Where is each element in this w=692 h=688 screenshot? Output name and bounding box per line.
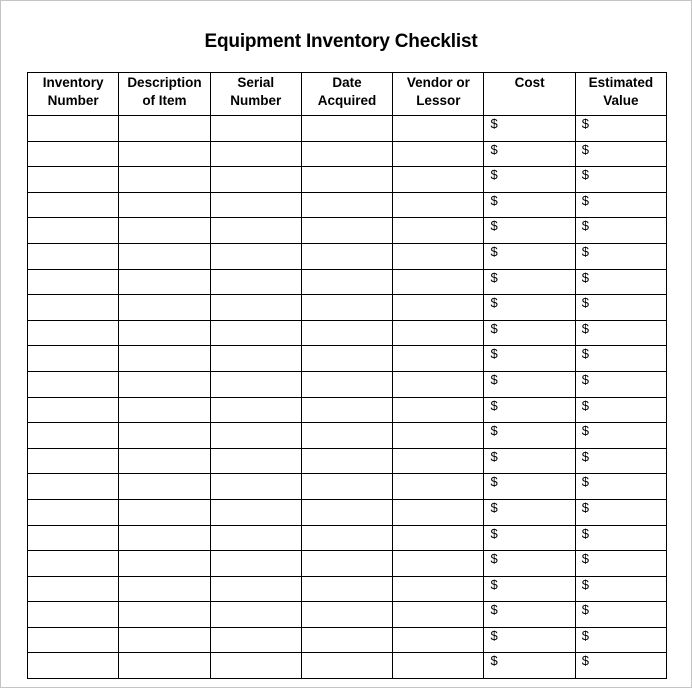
- table-cell[interactable]: [301, 346, 392, 372]
- estimated-value-cell[interactable]: $: [575, 627, 666, 653]
- table-row: [28, 192, 667, 218]
- table-row: [28, 218, 667, 244]
- estimated-value-cell[interactable]: $: [575, 192, 666, 218]
- table-cell[interactable]: [210, 346, 301, 372]
- table-cell[interactable]: [301, 474, 392, 500]
- cost-cell[interactable]: $: [484, 525, 575, 551]
- table-cell[interactable]: [210, 551, 301, 577]
- table-cell[interactable]: [210, 141, 301, 167]
- table-cell[interactable]: [210, 116, 301, 142]
- table-cell[interactable]: [119, 397, 210, 423]
- table-cell[interactable]: [28, 371, 119, 397]
- table-cell[interactable]: [301, 653, 392, 679]
- table-cell[interactable]: [301, 576, 392, 602]
- table-cell[interactable]: [28, 448, 119, 474]
- estimated-value-cell[interactable]: $: [575, 525, 666, 551]
- table-cell[interactable]: [28, 346, 119, 372]
- table-cell[interactable]: [210, 192, 301, 218]
- table-cell[interactable]: [119, 371, 210, 397]
- table-row: [28, 116, 667, 142]
- table-cell[interactable]: [393, 141, 484, 167]
- estimated-value-cell[interactable]: $: [575, 269, 666, 295]
- table-cell[interactable]: [28, 295, 119, 321]
- table-row: [28, 371, 667, 397]
- column-header: Estimated Value: [575, 73, 666, 116]
- cost-cell[interactable]: $: [484, 371, 575, 397]
- cost-cell[interactable]: $: [484, 474, 575, 500]
- table-cell[interactable]: [393, 116, 484, 142]
- estimated-value-cell[interactable]: $: [575, 448, 666, 474]
- table-cell[interactable]: [28, 474, 119, 500]
- table-cell[interactable]: [301, 551, 392, 577]
- page-title: Equipment Inventory Checklist: [204, 31, 478, 52]
- cost-cell[interactable]: $: [484, 116, 575, 142]
- table-row: [28, 141, 667, 167]
- cost-cell[interactable]: $: [484, 551, 575, 577]
- table-cell[interactable]: [28, 243, 119, 269]
- table-cell[interactable]: [301, 602, 392, 628]
- estimated-value-cell[interactable]: $: [575, 551, 666, 577]
- cost-cell[interactable]: $: [484, 397, 575, 423]
- column-header: Serial Number: [210, 73, 301, 116]
- column-header: Vendor or Lessor: [393, 73, 484, 116]
- table-row: [28, 525, 667, 551]
- estimated-value-cell[interactable]: $: [575, 423, 666, 449]
- table-cell[interactable]: [28, 653, 119, 679]
- table-cell[interactable]: [210, 602, 301, 628]
- table-cell[interactable]: [119, 243, 210, 269]
- table-cell[interactable]: [119, 167, 210, 193]
- cost-cell[interactable]: $: [484, 499, 575, 525]
- cost-cell[interactable]: $: [484, 602, 575, 628]
- cost-cell[interactable]: $: [484, 346, 575, 372]
- table-cell[interactable]: [210, 474, 301, 500]
- table-cell[interactable]: [210, 371, 301, 397]
- table-cell[interactable]: [119, 269, 210, 295]
- estimated-value-cell[interactable]: $: [575, 218, 666, 244]
- table-cell[interactable]: [210, 627, 301, 653]
- table-cell[interactable]: [119, 602, 210, 628]
- table-cell[interactable]: [119, 320, 210, 346]
- table-cell[interactable]: [301, 448, 392, 474]
- table-cell[interactable]: [119, 192, 210, 218]
- estimated-value-cell[interactable]: $: [575, 602, 666, 628]
- table-cell[interactable]: [28, 602, 119, 628]
- table-cell[interactable]: [301, 269, 392, 295]
- table-cell[interactable]: [28, 116, 119, 142]
- table-row: [28, 320, 667, 346]
- table-cell[interactable]: [210, 423, 301, 449]
- cost-cell[interactable]: $: [484, 243, 575, 269]
- table-cell[interactable]: [393, 499, 484, 525]
- table-cell[interactable]: [393, 627, 484, 653]
- table-cell[interactable]: [119, 576, 210, 602]
- cost-cell[interactable]: $: [484, 192, 575, 218]
- estimated-value-cell[interactable]: $: [575, 167, 666, 193]
- table-cell[interactable]: [119, 551, 210, 577]
- table-cell[interactable]: [28, 218, 119, 244]
- estimated-value-cell[interactable]: $: [575, 141, 666, 167]
- table-cell[interactable]: [301, 141, 392, 167]
- column-header: Cost: [484, 73, 575, 116]
- estimated-value-cell[interactable]: $: [575, 371, 666, 397]
- cost-cell[interactable]: $: [484, 576, 575, 602]
- table-cell[interactable]: [393, 371, 484, 397]
- table-cell[interactable]: [210, 167, 301, 193]
- table-row: [28, 551, 667, 577]
- table-cell[interactable]: [393, 346, 484, 372]
- table-cell[interactable]: [393, 448, 484, 474]
- cost-cell[interactable]: $: [484, 218, 575, 244]
- table-cell[interactable]: [28, 269, 119, 295]
- table-cell[interactable]: [28, 192, 119, 218]
- table-cell[interactable]: [210, 499, 301, 525]
- table-cell[interactable]: [301, 371, 392, 397]
- table-cell[interactable]: [119, 474, 210, 500]
- table-row: [28, 243, 667, 269]
- table-cell[interactable]: [393, 295, 484, 321]
- table-cell[interactable]: [393, 602, 484, 628]
- table-cell[interactable]: [210, 397, 301, 423]
- table-row: [28, 269, 667, 295]
- table-cell[interactable]: [119, 295, 210, 321]
- table-cell[interactable]: [393, 525, 484, 551]
- estimated-value-cell[interactable]: $: [575, 116, 666, 142]
- table-cell[interactable]: [301, 423, 392, 449]
- cost-cell[interactable]: $: [484, 627, 575, 653]
- table-cell[interactable]: [28, 423, 119, 449]
- table-row: [28, 576, 667, 602]
- table-cell[interactable]: [210, 269, 301, 295]
- estimated-value-cell[interactable]: $: [575, 499, 666, 525]
- table-cell[interactable]: [28, 499, 119, 525]
- table-cell[interactable]: [393, 320, 484, 346]
- table-cell[interactable]: [393, 269, 484, 295]
- table-cell[interactable]: [210, 525, 301, 551]
- cost-cell[interactable]: $: [484, 295, 575, 321]
- table-cell[interactable]: [28, 397, 119, 423]
- table-cell[interactable]: [393, 576, 484, 602]
- table-cell[interactable]: [393, 397, 484, 423]
- cost-cell[interactable]: $: [484, 448, 575, 474]
- table-cell[interactable]: [393, 551, 484, 577]
- table-row: [28, 397, 667, 423]
- cost-cell[interactable]: $: [484, 167, 575, 193]
- table-cell[interactable]: [393, 192, 484, 218]
- table-cell[interactable]: [210, 653, 301, 679]
- table-cell[interactable]: [119, 653, 210, 679]
- table-cell[interactable]: [28, 576, 119, 602]
- table-cell[interactable]: [210, 218, 301, 244]
- estimated-value-cell[interactable]: $: [575, 243, 666, 269]
- table-cell[interactable]: [119, 346, 210, 372]
- table-cell[interactable]: [28, 627, 119, 653]
- table-cell[interactable]: [210, 448, 301, 474]
- cost-cell[interactable]: $: [484, 423, 575, 449]
- table-cell[interactable]: [119, 423, 210, 449]
- table-row: [28, 474, 667, 500]
- table-cell[interactable]: [119, 627, 210, 653]
- cost-cell[interactable]: $: [484, 320, 575, 346]
- table-cell[interactable]: [210, 320, 301, 346]
- estimated-value-cell[interactable]: $: [575, 295, 666, 321]
- table-cell[interactable]: [393, 167, 484, 193]
- table-cell[interactable]: [119, 448, 210, 474]
- table-row: [28, 627, 667, 653]
- table-cell[interactable]: [301, 167, 392, 193]
- cost-cell[interactable]: $: [484, 269, 575, 295]
- table-cell[interactable]: [210, 243, 301, 269]
- header-row: [28, 73, 667, 116]
- table-cell[interactable]: [301, 192, 392, 218]
- table-cell[interactable]: [119, 499, 210, 525]
- table-row: [28, 167, 667, 193]
- table-row: [28, 653, 667, 679]
- table-cell[interactable]: [119, 525, 210, 551]
- estimated-value-cell[interactable]: $: [575, 653, 666, 679]
- table-cell[interactable]: [301, 295, 392, 321]
- table-row: [28, 448, 667, 474]
- table-cell[interactable]: [119, 218, 210, 244]
- cost-cell[interactable]: $: [484, 141, 575, 167]
- estimated-value-cell[interactable]: $: [575, 397, 666, 423]
- table-cell[interactable]: [393, 423, 484, 449]
- table-cell[interactable]: [28, 167, 119, 193]
- table-cell[interactable]: [393, 218, 484, 244]
- column-header: Description of Item: [119, 73, 210, 116]
- table-cell[interactable]: [301, 218, 392, 244]
- estimated-value-cell[interactable]: $: [575, 576, 666, 602]
- table-cell[interactable]: [28, 141, 119, 167]
- estimated-value-cell[interactable]: $: [575, 346, 666, 372]
- table-cell[interactable]: [393, 243, 484, 269]
- column-header: Inventory Number: [28, 73, 119, 116]
- table-row: [28, 499, 667, 525]
- table-cell[interactable]: [301, 243, 392, 269]
- estimated-value-cell[interactable]: $: [575, 320, 666, 346]
- column-header: Date Acquired: [301, 73, 392, 116]
- table-row: [28, 602, 667, 628]
- table-cell[interactable]: [210, 295, 301, 321]
- table-cell[interactable]: [393, 653, 484, 679]
- table-row: [28, 295, 667, 321]
- table-row: [28, 423, 667, 449]
- cost-cell[interactable]: $: [484, 653, 575, 679]
- table-cell[interactable]: [28, 551, 119, 577]
- table-cell[interactable]: [301, 320, 392, 346]
- table-cell[interactable]: [301, 499, 392, 525]
- table-cell[interactable]: [301, 525, 392, 551]
- table-cell[interactable]: [301, 627, 392, 653]
- table-cell[interactable]: [28, 525, 119, 551]
- table-cell[interactable]: [393, 474, 484, 500]
- table-cell[interactable]: [210, 576, 301, 602]
- table-cell[interactable]: [301, 116, 392, 142]
- inventory-table: [27, 72, 667, 679]
- table-cell[interactable]: [301, 397, 392, 423]
- table-cell[interactable]: [119, 141, 210, 167]
- table-row: [28, 346, 667, 372]
- table-cell[interactable]: [119, 116, 210, 142]
- table-cell[interactable]: [28, 320, 119, 346]
- estimated-value-cell[interactable]: $: [575, 474, 666, 500]
